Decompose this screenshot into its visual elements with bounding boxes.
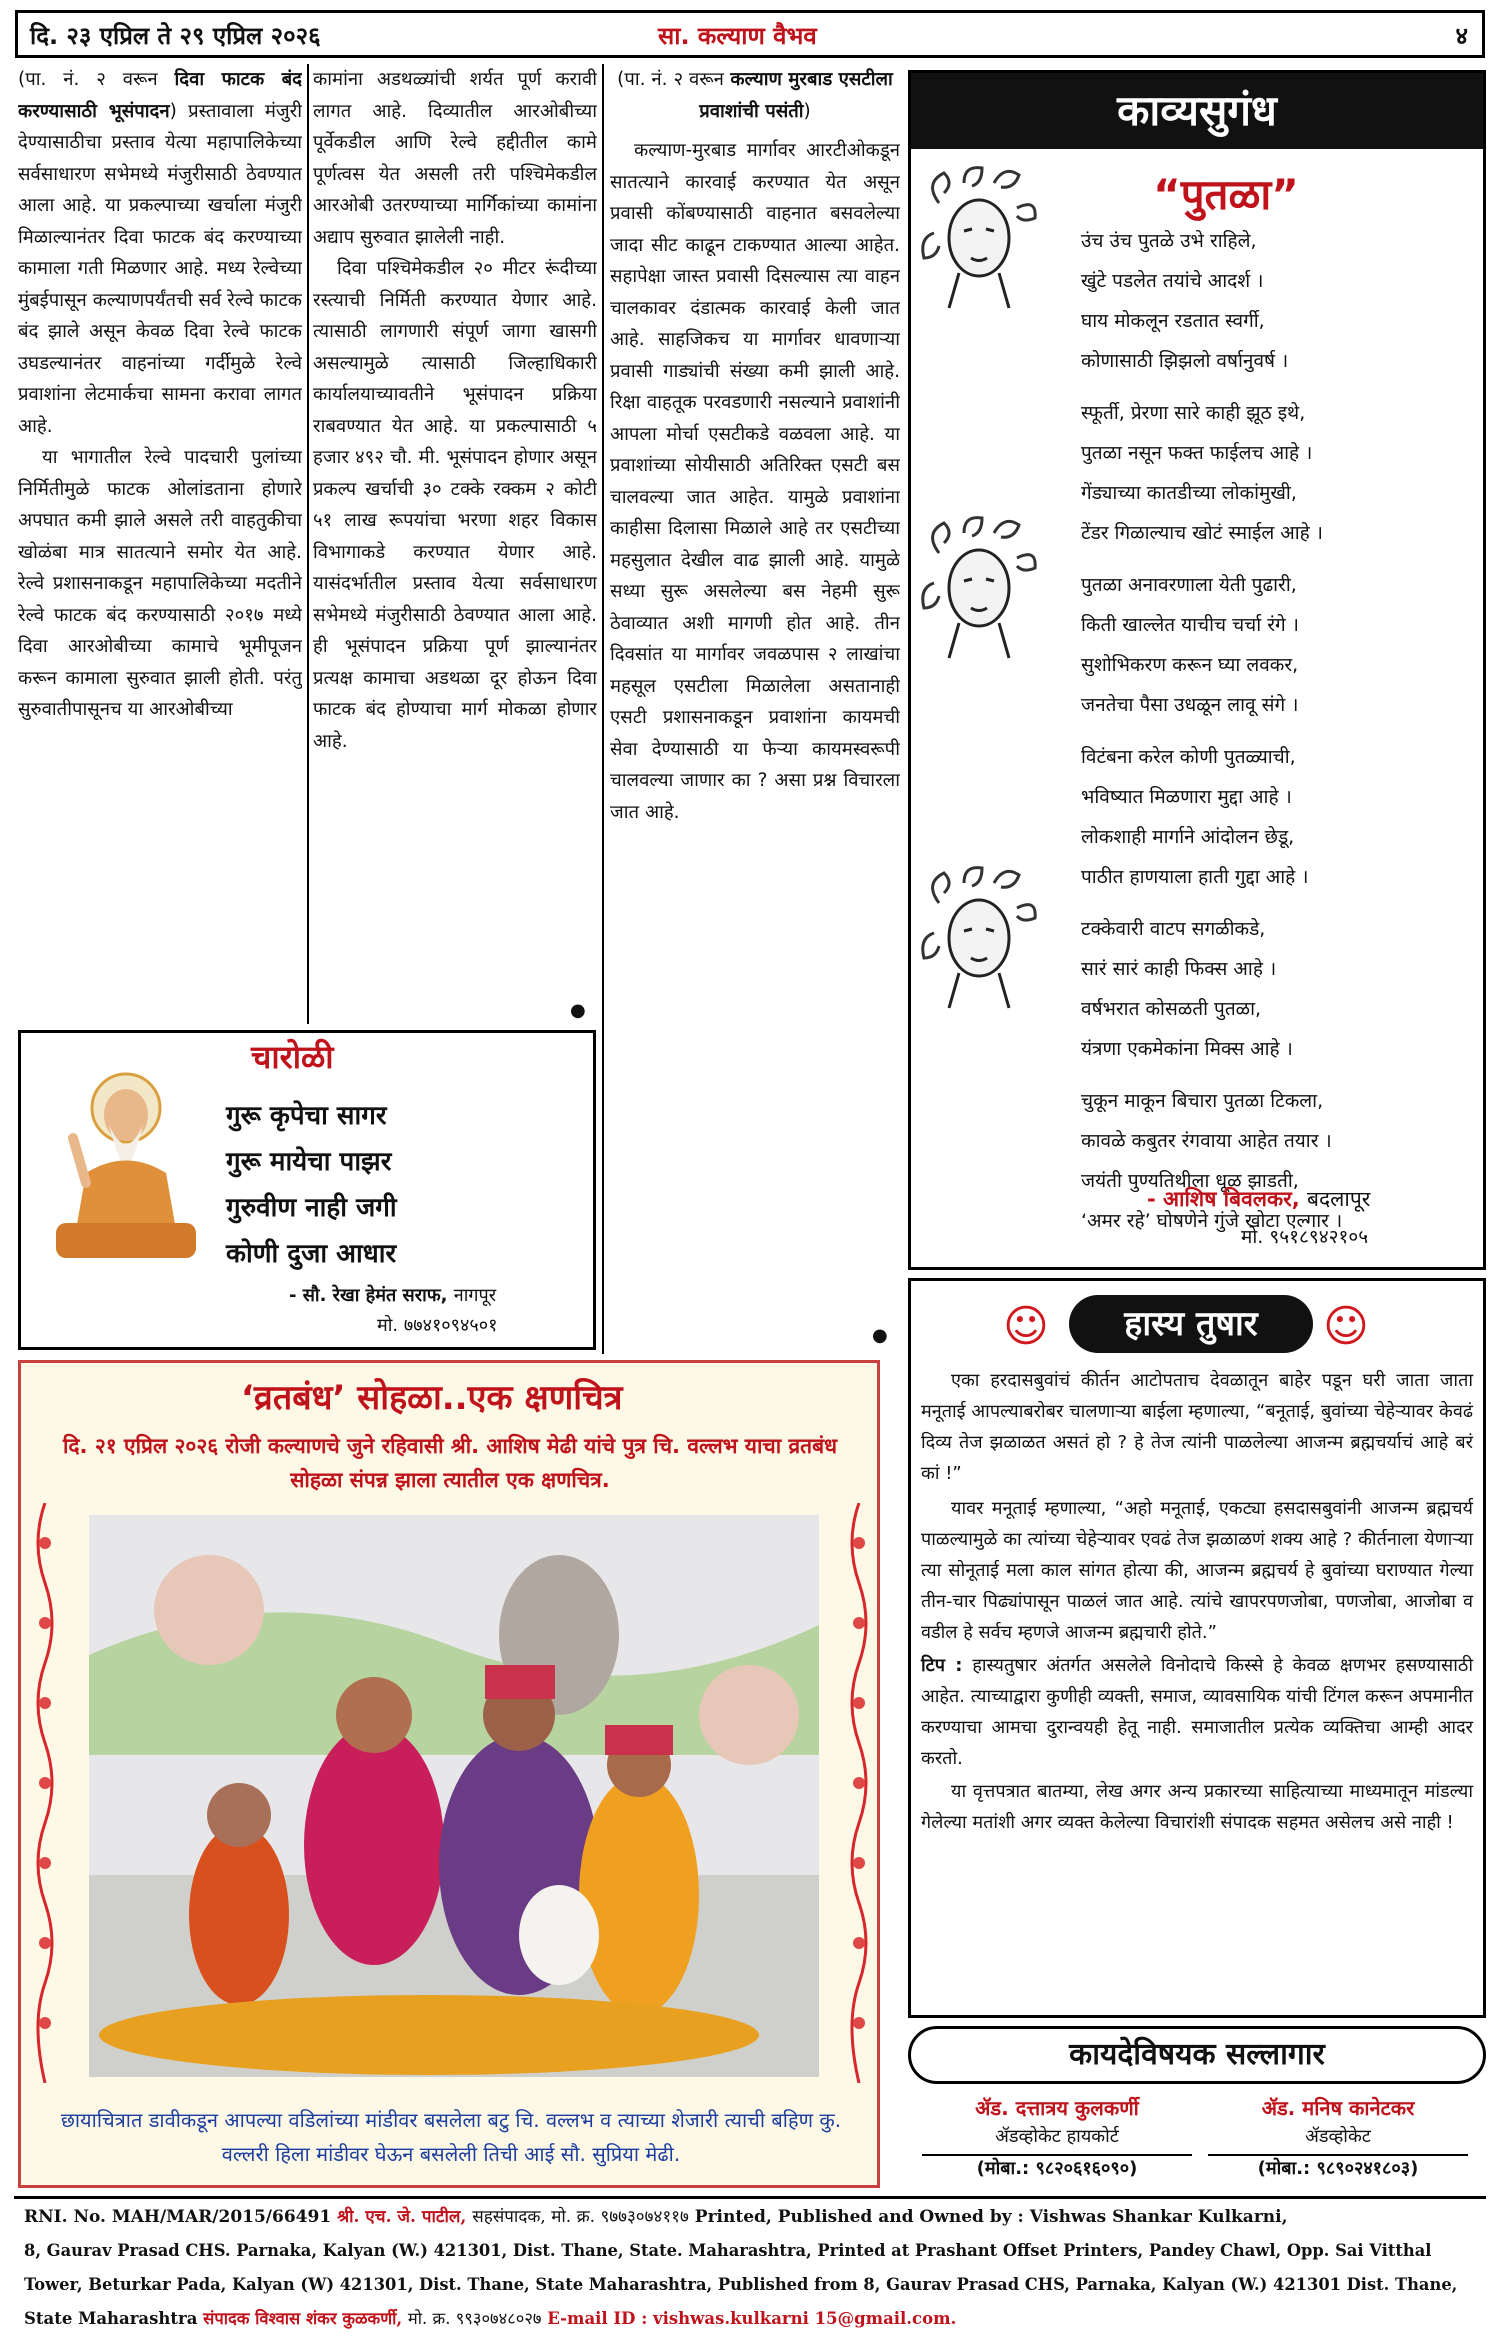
article-1-paragraph: या भागातील रेल्वे पादचारी पुलांच्या निर्मितीमुळे फाटक ओलांडताना होणारे अपघात कमी झाले असले तरी वाहतुकीचा खोळंबा मात्र सातत्याने समोर येत आहे. रेल्वे प्रशासनाकडून महापालिकेच्या मदतीने रेल्वे फाटक बंद करण्यासाठी २०१७ मध्ये दिवा आरओबीच्या कामाचे भूमीपूजन करून कामाला सुरुवात झाली होती. परंतु सुरुवातीपासूनच या आरओबीच्या bbox=[18, 447, 302, 720]
charoli-line: गुरुवीण नाही जगी bbox=[226, 1193, 397, 1223]
poem-body bbox=[1081, 221, 1481, 1241]
charoli-line: गुरू मायेचा पाझर bbox=[226, 1147, 392, 1177]
poem-author: - आशिष बिवलकर, बदलापूर bbox=[1147, 1187, 1371, 1211]
legal-advisors-box bbox=[908, 2026, 1486, 2188]
vratabandh-subtitle: दि. २१ एप्रिल २०२६ रोजी कल्याणचे जुने रहिवासी श्री. आशिष मेढी यांचे पुत्र चि. वल्लभ याचा व्रतबंध सोहळा संपन्न झाला त्यातील एक क्षणचित्र. bbox=[62, 1434, 838, 1492]
end-bullet: ● bbox=[570, 1000, 586, 1021]
article-1-paragraph: प्रस्तावाला मंजुरी देण्यासाठीचा प्रस्ताव येत्या महापालिकेच्या सर्वसाधारण सभेमध्ये मंजुरीसाठी ठेवण्यात आला आहे. या प्रकल्पाच्या खर्चाला मंजुरी मिळाल्यानंतर दिवा फाटक बंद करण्याच्या कामाला गती मिळणार आहे. मध्य रेल्वेच्या मुंबईपासून कल्याणपर्यंतची सर्व रेल्वे फाटक बंद झाले असून केवळ दिवा रेल्वे फाटक उघडल्यानंतर वाहनांच्या गर्दीमुळे रेल्वे प्रवाशांना लेटमार्कचा सामना करावा लागत आहे. bbox=[18, 100, 302, 437]
end-bullet: ● bbox=[872, 1325, 888, 1346]
article-1-column-2 bbox=[313, 64, 597, 1024]
hasya-body bbox=[921, 1365, 1473, 1838]
kavyasugandh-title: काव्यसुगंध bbox=[911, 73, 1483, 149]
poem-stanza: पुतळा अनावरणाला येती पुढारी, किती खाल्लेत याचीच चर्चा रंगे । सुशोभिकरण करून घ्या लवकर, जनतेचा पैसा उधळून लावू संगे । bbox=[1081, 574, 1299, 716]
note-label: टिप : bbox=[921, 1655, 963, 1676]
floral-border-icon bbox=[27, 1503, 63, 2083]
advocate-1-name: ॲड. दत्तात्रय कुलकर्णी bbox=[975, 2096, 1139, 2120]
article-2-headline: कल्याण मुरबाड एसटीला प्रवाशांची पसंती bbox=[699, 69, 893, 122]
imprint-footer bbox=[24, 2200, 1484, 2336]
hasya-paragraph: यावर मनूताई म्हणाल्या, “अहो मनूताई, एकट्या हसदासबुवांनी आजन्म ब्रह्मचर्य पाळल्यामुळे का त्यांच्या चेहेऱ्यावर एवढं तेज झळाळणं शक्य आहे ? कीर्तनाला येणाऱ्या त्या सोनूताई मला काल सांगत होत्या की, आजन्म ब्रह्मचर्य हे बुवांच्या घराण्यात गेल्या तीन-चार पिढ्यांपासून पाळलं जात आहे. त्यांचे खापरपणजोबा, पणजोबा, आजोबा व वडील हे सर्वच म्हणजे आजन्म ब्रह्मचारी होते.” bbox=[921, 1498, 1473, 1643]
issue-date-range: दि. २३ एप्रिल ते २९ एप्रिल २०२६ bbox=[30, 22, 321, 50]
charoli-author: - सौ. रेखा हेमंत सराफ, नागपूर bbox=[289, 1285, 497, 1306]
coeditor-name: श्री. एच. जे. पाटील, bbox=[337, 2207, 467, 2227]
article-1-paragraph: दिवा पश्चिमेकडील २० मीटर रूंदीच्या रस्त्याची निर्मिती करण्यात येणार आहे. त्यासाठी लागणारी संपूर्ण जागा खासगी असल्यामुळे त्यासाठी जिल्हाधिकारी कार्यालयाच्यावतीने भूसंपादन प्रक्रिया राबवण्यात येत आहे. या प्रकल्पासाठी ५ हजार ४९२ चौ. मी. भूसंपादन होणार असून प्रकल्प खर्चाची ३० टक्के रक्कम २ कोटी ५१ लाख रूपयांचा भरणा शहर विकास विभागाकडे करण्यात येणार आहे. यासंदर्भातील प्रस्ताव येत्या सर्वसाधारण सभेमध्ये मंजुरीसाठी ठेवण्यात आला आहे. ही भूसंपादन प्रक्रिया पूर्ण झाल्यानंतर प्रत्यक्ष कामाचा अडथळा दूर होऊन दिवा फाटक बंद होण्याचा मार्ग मोकळा होणार आहे. bbox=[313, 258, 597, 752]
smiley-icon: ☺ bbox=[1003, 1301, 1049, 1352]
column-divider bbox=[307, 64, 309, 1024]
poem-stanza: उंच उंच पुतळे उभे राहिले, खुंटे पडलेत तयांचे आदर्श । घाय मोकलून रडतात स्वर्गी, कोणासाठी झिझलो वर्षानुवर्ष । bbox=[1081, 230, 1289, 372]
email-link[interactable]: E-mail ID : vishwas.kulkarni 15@gmail.com. bbox=[547, 2309, 957, 2328]
advocate-2-role: ॲडव्होकेट bbox=[1305, 2126, 1371, 2147]
poem-phone: मो. ९५१८९४२१०५ bbox=[1241, 1226, 1369, 1248]
advocate-1-role: ॲडव्होकेट हायकोर्ट bbox=[995, 2126, 1119, 2147]
poem-stanza: विटंबना करेल कोणी पुतळ्याची, भविष्यात मिळणारा मुद्दा आहे । लोकशाही मार्गाने आंदोलन छेडू, पाठीत हाणयाला हाती गुद्दा आहे । bbox=[1081, 746, 1309, 888]
hasya-tushar-box bbox=[908, 1278, 1486, 2018]
charoli-poem bbox=[226, 1093, 397, 1277]
editor-name: संपादक विश्वास शंकर कुळकर्णी, bbox=[203, 2309, 403, 2328]
advocate-2-phone: (मोबा.: ९८९०२४१८०३) bbox=[1208, 2154, 1468, 2180]
poem-title: “पुतळा” bbox=[1153, 170, 1299, 219]
article-2-column: (पा. नं. २ वरून कल्याण मुरबाड एसटीला प्रवाशांची पसंती) कल्याण-मुरबाड मार्गावर आरटीओकडून सातत्याने कारवाई करण्यात येत असून प्रवासी कोंबण्यासाठी वाहनात बसवलेल्या जादा सीट काढून टाकण्यात आल्या आहेत. सहापेक्षा जास्त प्रवासी दिसल्यास त्या वाहन चालकावर दंडात्मक कारवाई केली जात आहे. साहजिकच या मार्गावर धावणाऱ्या प्रवासी गाड्यांची संख्या कमी झाली आहे. रिक्षा वाहतूक परवडणारी नसल्याने प्रवाशांनी आपला मोर्चा एसटीकडे वळवला आहे. या प्रवाशांच्या सोयीसाठी अतिरिक्त एसटी बस चालवल्या जात आहेत. यामुळे प्रवाशांना काहीसा दिलासा मिळाले आहे तर एसटीच्या महसुलात देखील वाढ झाली आहे. यामुळे सध्या सुरू असलेल्या बस नेहमी सुरू ठेवाव्यात अशी मागणी होत आहे. तीन दिवसांत या मार्गावर जवळपास २ लाखांचा महसूल एसटीला मिळालेला असतानाही एसटी प्रशासनाकडून प्रवाशांना कायमची सेवा देण्यासाठी या फेऱ्या कायमस्वरूपी चालवल्या जाणार का ? असा प्रश्न विचारला जात आहे. bbox=[610, 64, 900, 1354]
photo-caption: छायाचित्रात डावीकडून आपल्या वडिलांच्या मांडीवर बसलेला बटु चि. वल्लभ व त्याच्या शेजारी त्याची बहिण कु. वल्लरी हिला मांडीवर घेऊन बसलेली तिची आई सौ. सुप्रिया मेढी. bbox=[60, 2108, 842, 2166]
imprint-line: State Maharashtra bbox=[24, 2309, 198, 2328]
hasya-tushar-title: हास्य तुषार bbox=[1069, 1295, 1313, 1353]
charoli-phone: मो. ७७४१०९४५०१ bbox=[377, 1315, 498, 1336]
page-number: ४ bbox=[1455, 22, 1468, 50]
continuation-note: (पा. नं. २ वरून bbox=[617, 69, 724, 90]
article-2-paragraph: कल्याण-मुरबाड मार्गावर आरटीओकडून सातत्याने कारवाई करण्यात येत असून प्रवासी कोंबण्यासाठी वाहनात बसवलेल्या जादा सीट काढून टाकण्यात आल्या आहेत. सहापेक्षा जास्त प्रवासी दिसल्यास त्या वाहन चालकावर दंडात्मक कारवाई केली जात आहे. साहजिकच या मार्गावर धावणाऱ्या प्रवासी गाड्यांची संख्या कमी झाली आहे. रिक्षा वाहतूक परवडणारी नसल्याने प्रवाशांनी आपला मोर्चा एसटीकडे वळवला आहे. या प्रवाशांच्या सोयीसाठी अतिरिक्त एसटी बस चालवल्या जात आहेत. यामुळे प्रवाशांना काहीसा दिलासा मिळाले आहे तर एसटीच्या महसुलात देखील वाढ झाली आहे. यामुळे सध्या सुरू असलेल्या बस नेहमी सुरू ठेवाव्यात अशी मागणी होत आहे. तीन दिवसांत या मार्गावर जवळपास २ लाखांचा महसूल एसटीला मिळालेला असतानाही एसटी प्रशासनाकडून प्रवाशांना कायमची सेवा देण्यासाठी या फेऱ्या कायमस्वरूपी चालवल्या जाणार का ? असा प्रश्न विचारला जात आहे. bbox=[610, 140, 900, 823]
footer-rule bbox=[14, 2196, 1486, 2199]
charoli-title: चारोळी bbox=[251, 1038, 334, 1076]
vratabandh-photo-box bbox=[18, 1360, 880, 2188]
advocate-1-phone: (मोबा.: ९८२०६१६०९०) bbox=[922, 2154, 1192, 2180]
column-divider bbox=[602, 64, 604, 1354]
floral-border-icon bbox=[841, 1503, 877, 2083]
medusa-face-icon bbox=[919, 163, 1039, 313]
poem-stanza: चुकून माकून बिचारा पुतळा टिकला, कावळे कबुतर रंगवाया आहेत तयार । जयंती पुण्यतिथीला धूळ झाडती, ‘अमर रहे’ घोषणेने गुंजे खोटा एल्गार । bbox=[1081, 1090, 1343, 1232]
continuation-note: (पा. नं. २ वरून bbox=[18, 69, 158, 90]
hasya-paragraph: एका हरदासबुवांचं कीर्तन आटोपताच देवळातून बाहेर पडून घरी जाता जाता मनूताई आपल्याबरोबर चालणाऱ्या बाईला म्हणाल्या, “बनूताई, बुवांच्या चेहेऱ्यावर केवढं दिव्य तेज झळाळत असतं हो ? हे तेज त्यांनी पाळलेल्या आजन्म ब्रह्मचर्याचं आहे बरं कां !” bbox=[921, 1370, 1473, 1484]
advocate-2-name: ॲड. मनिष कानेटकर bbox=[1261, 2096, 1415, 2120]
kavyasugandh-box bbox=[908, 70, 1486, 1270]
charoli-line: गुरू कृपेचा सागर bbox=[226, 1101, 387, 1131]
imprint-line: 8, Gaurav Prasad CHS. Parnaka, Kalyan (W.) 421301, Dist. Thane, State. Maharashtra, Printed at Prashant Offset Printers, Pandey Chawl, Opp. Sai Vitthal bbox=[24, 2241, 1432, 2260]
coeditor-role: सहसंपादक, मो. क्र. ९७७३०७४११७ bbox=[472, 2207, 689, 2227]
editor-disclaimer: या वृत्तपत्रात बातम्या, लेख अगर अन्य प्रकारच्या साहित्याच्या माध्यमातून मांडल्या गेलेल्या मतांशी अगर व्यक्त केलेल्या विचारांशी संपादक सहमत असेलच असे नाही ! bbox=[921, 1781, 1473, 1833]
imprint-line: Tower, Beturkar Pada, Kalyan (W) 421301, Dist. Thane, State Maharashtra, Published from 8, Gaurav Prasad CHS, Parnaka, Kalyan (W.) 421301 Dist. Thane, bbox=[24, 2275, 1458, 2294]
medusa-face-icon bbox=[919, 863, 1039, 1013]
poem-stanza: टक्केवारी वाटप सगळीकडे, सारं सारं काही फिक्स आहे । वर्षभरात कोसळती पुतळा, यंत्रणा एकमेकांना मिक्स आहे । bbox=[1081, 918, 1293, 1060]
charoli-box bbox=[18, 1030, 596, 1350]
ceremony-photo bbox=[89, 1515, 819, 2077]
charoli-line: कोणी दुजा आधार bbox=[226, 1239, 397, 1269]
sage-illustration-icon bbox=[51, 1063, 201, 1263]
article-1-column-1: (पा. नं. २ वरून दिवा फाटक बंद करण्यासाठी भूसंपादन) प्रस्तावाला मंजुरी देण्यासाठीचा प्रस्ताव येत्या महापालिकेच्या सर्वसाधारण सभेमध्ये मंजुरीसाठी ठेवण्यात आला आहे. या प्रकल्पाच्या खर्चाला मंजुरी मिळाल्यानंतर दिवा फाटक बंद करण्याच्या कामाला गती मिळणार आहे. मध्य रेल्वेच्या मुंबईपासून कल्याणपर्यंतची सर्व रेल्वे फाटक बंद झाले असून केवळ दिवा रेल्वे फाटक उघडल्यानंतर वाहनांच्या गर्दीमुळे रेल्वे प्रवाशांना लेटमार्कचा सामना करावा लागत आहे. या भागातील रेल्वे पादचारी पुलांच्या निर्मितीमुळे फाटक ओलांडताना होणारे अपघात कमी झाले असले तरी वाहतुकीचा खोळंबा मात्र सातत्याने समोर येत आहे. रेल्वे प्रशासनाकडून महापालिकेच्या मदतीने रेल्वे फाटक बंद करण्यासाठी २०१७ मध्ये दिवा आरओबीच्या कामाचे भूमीपूजन करून कामाला सुरुवात झाली होती. परंतु सुरुवातीपासूनच या आरओबीच्या bbox=[18, 64, 302, 1024]
page-header bbox=[15, 10, 1485, 58]
article-1-paragraph: कामांना अडथळ्यांची शर्यत पूर्ण करावी लागत आहे. दिव्यातील आरओबीच्या पूर्वेकडील आणि रेल्वे हद्दीतील कामे पूर्णत्वस येत असली तरी पश्चिमेकडील आरओबी उतरण्याच्या मार्गिकांच्या कामांना अद्याप सुरुवात झालेली नाही. bbox=[313, 69, 597, 248]
rni-number: RNI. No. MAH/MAR/2015/66491 bbox=[24, 2207, 332, 2227]
vratabandh-title: ‘व्रतबंध’ सोहळा..एक क्षणचित्र bbox=[241, 1378, 623, 1418]
printed-by: Printed, Published and Owned by : Vishwas Shankar Kulkarni, bbox=[694, 2207, 1288, 2227]
article-1-headline: दिवा फाटक बंद करण्यासाठी भूसंपादन bbox=[18, 69, 302, 122]
editor-phone: मो. क्र. ९९३०७४८०२७ bbox=[407, 2309, 542, 2328]
poem-stanza: स्फूर्ती, प्रेरणा सारे काही झूठ इथे, पुतळा नसून फक्त फाईलच आहे । गेंड्याच्या कातडीच्या लोकांमुखी, टेंडर गिळाल्याच खोटं स्माईल आहे । bbox=[1081, 402, 1324, 544]
legal-title: कायदेविषयक सल्लागार bbox=[908, 2026, 1486, 2084]
hasya-note: हास्यतुषार अंतर्गत असलेले विनोदाचे किस्से हे केवळ क्षणभर हसण्यासाठी आहेत. त्याच्याद्वारा कुणीही व्यक्ती, समाज, व्यावसायिक यांची टिंगल करून अपमानीत करण्याचा आमचा दुरान्वयही हेतू नाही. समाजातील प्रत्येक व्यक्तिचा आम्ही आदर करतो. bbox=[921, 1655, 1473, 1769]
smiley-icon: ☺ bbox=[1323, 1301, 1369, 1352]
medusa-face-icon bbox=[919, 513, 1039, 663]
newspaper-name: सा. कल्याण वैभव bbox=[658, 22, 817, 50]
